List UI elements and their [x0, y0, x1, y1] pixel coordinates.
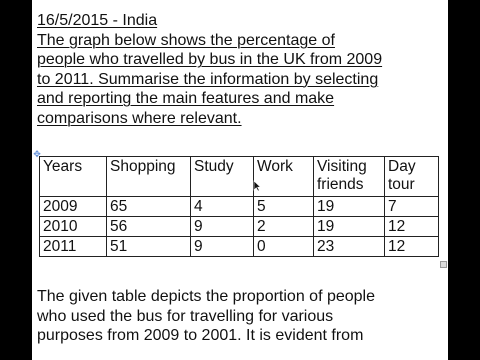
prompt-line: to 2011. Summarise the information by selecting — [37, 70, 379, 88]
table-header-row — [40, 157, 439, 197]
table-row — [40, 217, 439, 237]
table-row — [40, 237, 439, 257]
prompt-line: comparisons where relevant. — [37, 109, 242, 127]
task-prompt — [37, 11, 445, 128]
table-cell: 2010 — [40, 217, 107, 237]
table-cell: 12 — [385, 217, 439, 237]
table-cell: 56 — [107, 217, 191, 237]
essay-line: purposes from 2009 to 2001. It is evident from — [37, 327, 364, 344]
essay-body — [37, 287, 445, 346]
table-cell: 4 — [191, 197, 254, 217]
prompt-line: The graph below shows the percentage of — [37, 31, 335, 49]
prompt-line: people who travelled by bus in the UK from 2009 — [37, 51, 383, 68]
table-row — [40, 197, 439, 217]
table-cell: 0 — [254, 237, 314, 257]
table-cell: 65 — [107, 197, 191, 217]
essay-line: The given table depicts the proportion of people — [37, 288, 376, 305]
table-move-handle-icon[interactable]: ✥ — [33, 149, 41, 159]
table-cell: 9 — [191, 217, 254, 237]
header-work: Work — [254, 157, 314, 197]
table-cell: 2 — [254, 217, 314, 237]
table-cell: 2011 — [40, 237, 107, 257]
table-cell: 12 — [385, 237, 439, 257]
table-cell: 5 — [254, 197, 314, 217]
document-page — [32, 0, 448, 360]
bus-travel-table — [39, 156, 439, 257]
prompt-line: and reporting the main features and make — [37, 90, 335, 107]
table-cell: 7 — [385, 197, 439, 217]
header-day-tour: Day tour — [385, 157, 439, 197]
table-cell: 2009 — [40, 197, 107, 217]
header-visiting-friends: Visiting friends — [314, 157, 385, 197]
table-cell: 9 — [191, 237, 254, 257]
table-cell: 51 — [107, 237, 191, 257]
header-years: Years — [40, 157, 107, 197]
header-shopping: Shopping — [107, 157, 191, 197]
date-title: 16/5/2015 - India — [37, 12, 158, 29]
essay-line: who used the bus for travelling for various — [37, 307, 334, 325]
table-resize-handle[interactable] — [440, 261, 447, 268]
mouse-pointer-icon — [253, 180, 261, 192]
table-cell: 23 — [314, 237, 385, 257]
header-study: Study — [191, 157, 254, 197]
table-cell: 19 — [314, 217, 385, 237]
table-cell: 19 — [314, 197, 385, 217]
